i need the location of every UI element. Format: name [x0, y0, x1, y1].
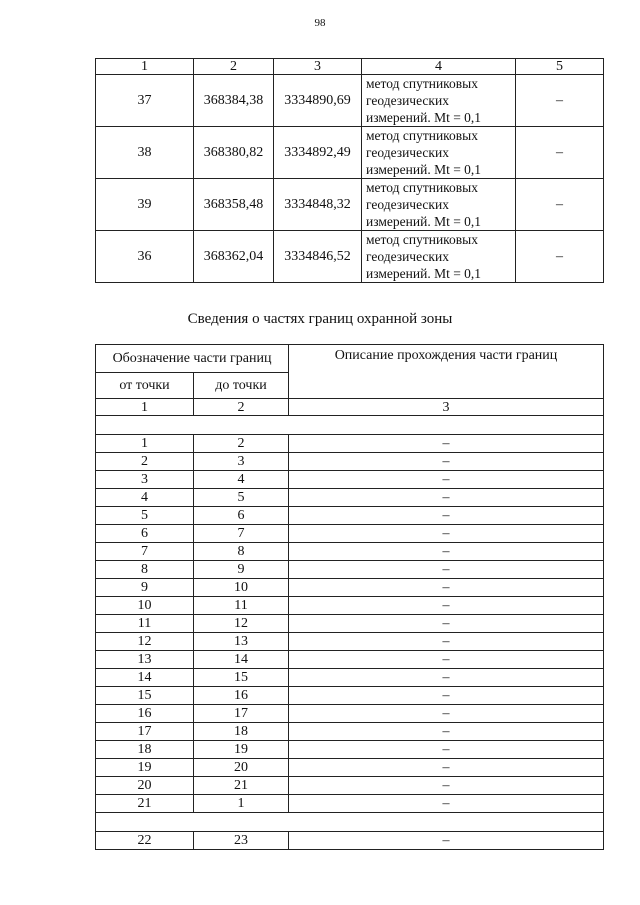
coordinate-y: 3334892,49 [274, 127, 362, 179]
header-designation: Обозначение части границ [96, 345, 289, 373]
part-description: – [289, 651, 604, 669]
method-line: геодезических [366, 197, 449, 212]
to-point: 7 [194, 525, 289, 543]
part-description: – [289, 705, 604, 723]
from-point: 11 [96, 615, 194, 633]
table-row [96, 127, 604, 179]
separator-cell [96, 813, 604, 832]
column-number: 1 [96, 59, 194, 75]
parts-header-row [96, 345, 604, 373]
from-point: 1 [96, 435, 194, 453]
table-row [96, 633, 604, 651]
table-row [96, 579, 604, 597]
coordinate-x: 368362,04 [194, 231, 274, 283]
table-row [96, 75, 604, 127]
point-number: 37 [96, 75, 194, 127]
coordinate-x: 368380,82 [194, 127, 274, 179]
to-point: 21 [194, 777, 289, 795]
from-point: 16 [96, 705, 194, 723]
to-point: 15 [194, 669, 289, 687]
table-row [96, 231, 604, 283]
method-line: геодезических [366, 145, 449, 160]
from-point: 13 [96, 651, 194, 669]
table-row [96, 651, 604, 669]
part-description: – [289, 489, 604, 507]
part-description: – [289, 597, 604, 615]
table-row [96, 489, 604, 507]
part-description: – [289, 453, 604, 471]
note: – [516, 179, 604, 231]
method-description [362, 127, 516, 179]
part-description: – [289, 561, 604, 579]
part-description: – [289, 525, 604, 543]
part-description: – [289, 669, 604, 687]
method-description [362, 231, 516, 283]
table-row [96, 453, 604, 471]
to-point: 18 [194, 723, 289, 741]
to-point: 19 [194, 741, 289, 759]
part-description: – [289, 579, 604, 597]
from-point: 9 [96, 579, 194, 597]
from-point: 21 [96, 795, 194, 813]
method-line: метод спутниковых [366, 76, 478, 91]
from-point: 19 [96, 759, 194, 777]
to-point: 9 [194, 561, 289, 579]
to-point: 17 [194, 705, 289, 723]
point-number: 39 [96, 179, 194, 231]
table-row [96, 435, 604, 453]
header-from-point: от точки [96, 373, 194, 399]
column-number: 5 [516, 59, 604, 75]
method-line: метод спутниковых [366, 232, 478, 247]
from-point: 12 [96, 633, 194, 651]
coordinate-y: 3334846,52 [274, 231, 362, 283]
to-point: 4 [194, 471, 289, 489]
method-line: измерений. Mt = 0,1 [366, 110, 482, 125]
table-row [96, 597, 604, 615]
to-point: 12 [194, 615, 289, 633]
coordinate-y: 3334890,69 [274, 75, 362, 127]
boundary-parts-table [95, 344, 604, 850]
to-point: 23 [194, 832, 289, 850]
from-point: 22 [96, 832, 194, 850]
from-point: 3 [96, 471, 194, 489]
parts-column-numbers [96, 399, 604, 416]
table-row [96, 723, 604, 741]
page-number: 98 [314, 17, 326, 29]
from-point: 17 [96, 723, 194, 741]
to-point: 6 [194, 507, 289, 525]
to-point: 2 [194, 435, 289, 453]
table-row [96, 832, 604, 850]
table-row [96, 777, 604, 795]
method-line: измерений. Mt = 0,1 [366, 266, 482, 281]
point-number: 38 [96, 127, 194, 179]
table-row [96, 507, 604, 525]
from-point: 5 [96, 507, 194, 525]
method-line: измерений. Mt = 0,1 [366, 162, 482, 177]
method-description [362, 179, 516, 231]
table-row [96, 687, 604, 705]
part-description: – [289, 435, 604, 453]
from-point: 6 [96, 525, 194, 543]
part-description: – [289, 832, 604, 850]
part-description: – [289, 687, 604, 705]
method-description [362, 75, 516, 127]
table-row [96, 179, 604, 231]
method-line: измерений. Mt = 0,1 [366, 214, 482, 229]
coordinate-y: 3334848,32 [274, 179, 362, 231]
table-row [96, 471, 604, 489]
table-row [96, 705, 604, 723]
header-to-point: до точки [194, 373, 289, 399]
note: – [516, 231, 604, 283]
column-number: 3 [274, 59, 362, 75]
section-title: Сведения о частях границ охранной зоны [187, 311, 453, 327]
table-row [96, 543, 604, 561]
separator-row [96, 813, 604, 832]
method-line: метод спутниковых [366, 180, 478, 195]
part-description: – [289, 795, 604, 813]
point-number: 36 [96, 231, 194, 283]
to-point: 11 [194, 597, 289, 615]
method-line: геодезических [366, 93, 449, 108]
part-description: – [289, 759, 604, 777]
method-line: метод спутниковых [366, 128, 478, 143]
to-point: 5 [194, 489, 289, 507]
to-point: 3 [194, 453, 289, 471]
header-description: Описание прохождения части границ [289, 345, 604, 399]
separator-row [96, 416, 604, 435]
part-description: – [289, 507, 604, 525]
to-point: 1 [194, 795, 289, 813]
part-description: – [289, 633, 604, 651]
from-point: 15 [96, 687, 194, 705]
part-description: – [289, 741, 604, 759]
from-point: 8 [96, 561, 194, 579]
table-row [96, 525, 604, 543]
from-point: 7 [96, 543, 194, 561]
part-description: – [289, 471, 604, 489]
method-line: геодезических [366, 249, 449, 264]
from-point: 4 [96, 489, 194, 507]
to-point: 10 [194, 579, 289, 597]
separator-cell [96, 416, 604, 435]
coordinates-table [95, 58, 604, 283]
coordinate-x: 368384,38 [194, 75, 274, 127]
part-description: – [289, 723, 604, 741]
column-number: 1 [96, 399, 194, 416]
coord-header-row [96, 59, 604, 75]
note: – [516, 127, 604, 179]
to-point: 14 [194, 651, 289, 669]
part-description: – [289, 615, 604, 633]
from-point: 14 [96, 669, 194, 687]
part-description: – [289, 543, 604, 561]
from-point: 18 [96, 741, 194, 759]
to-point: 8 [194, 543, 289, 561]
from-point: 20 [96, 777, 194, 795]
table-row [96, 795, 604, 813]
column-number: 4 [362, 59, 516, 75]
column-number: 2 [194, 399, 289, 416]
table-row [96, 741, 604, 759]
to-point: 16 [194, 687, 289, 705]
from-point: 2 [96, 453, 194, 471]
column-number: 2 [194, 59, 274, 75]
to-point: 13 [194, 633, 289, 651]
table-row [96, 759, 604, 777]
table-row [96, 669, 604, 687]
table-row [96, 561, 604, 579]
part-description: – [289, 777, 604, 795]
column-number: 3 [289, 399, 604, 416]
coordinate-x: 368358,48 [194, 179, 274, 231]
table-row [96, 615, 604, 633]
note: – [516, 75, 604, 127]
to-point: 20 [194, 759, 289, 777]
from-point: 10 [96, 597, 194, 615]
